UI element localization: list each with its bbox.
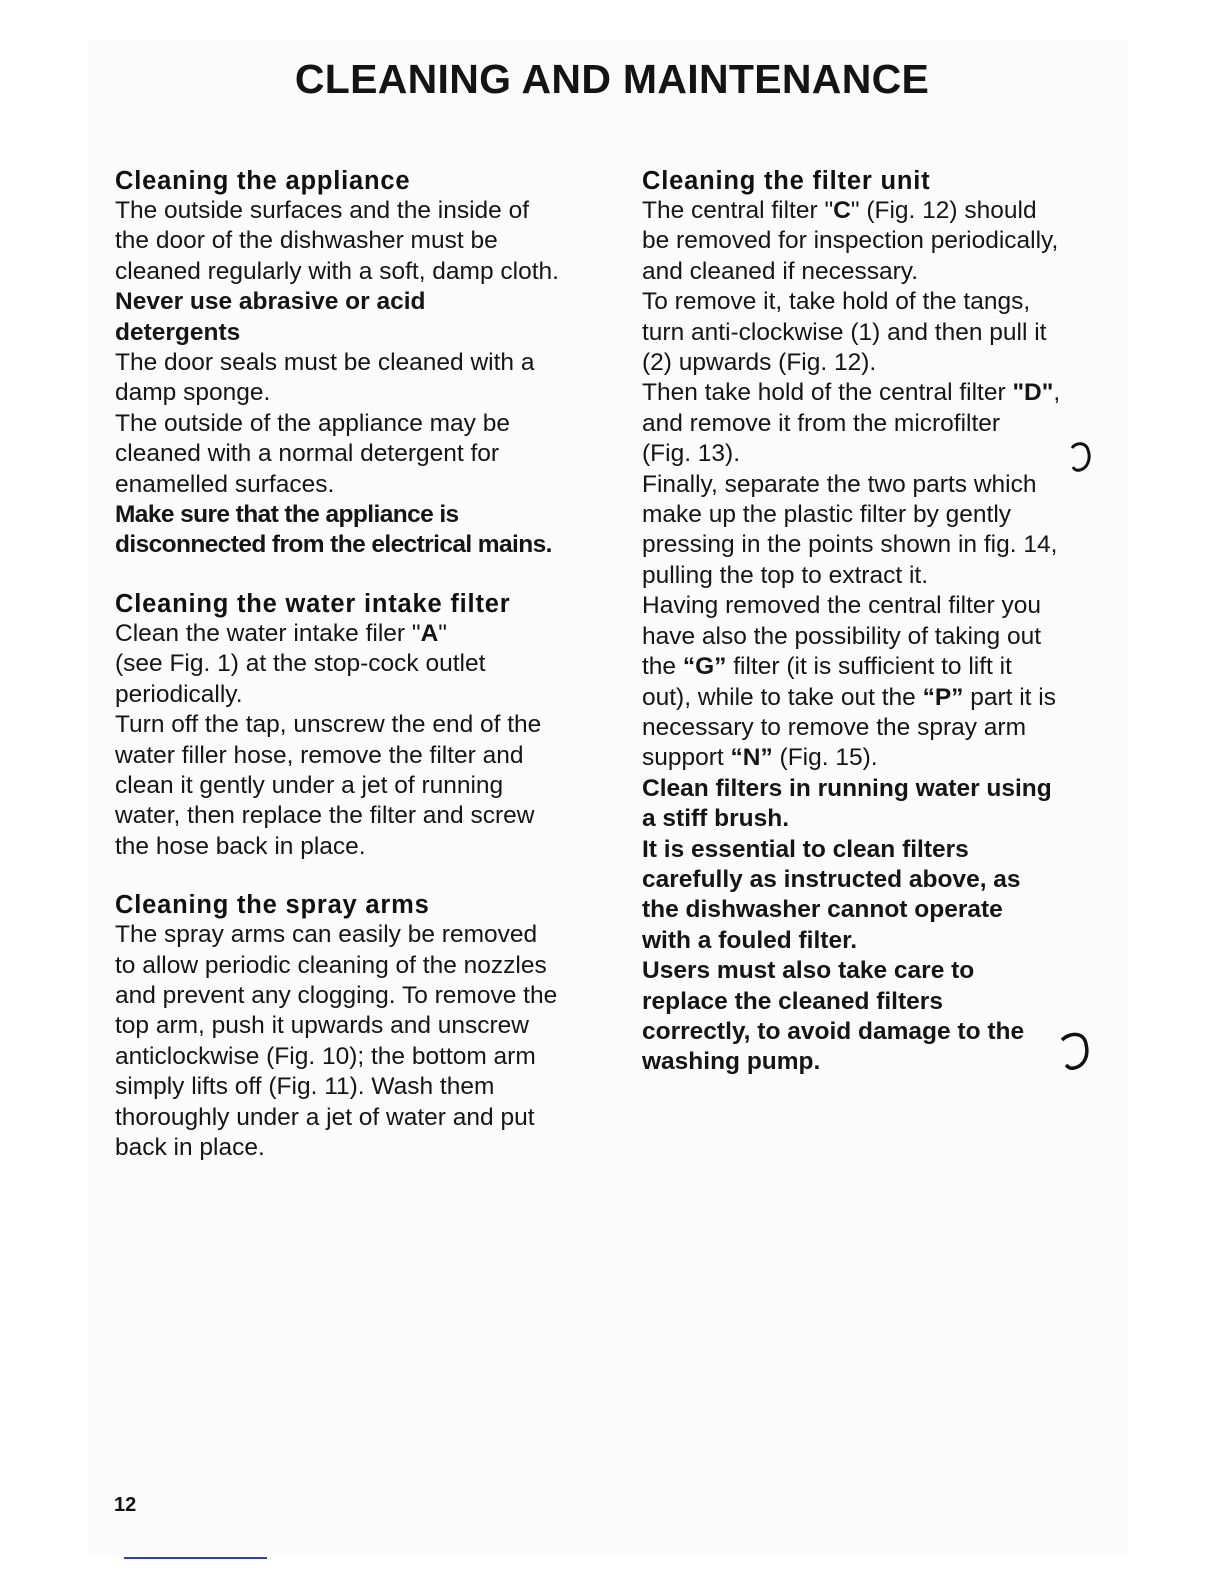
text-line: be removed for inspection periodically, [642,227,1059,255]
text-line: anticlockwise (Fig. 10); the bottom arm [115,1042,536,1070]
text-line: (Fig. 13). [642,440,741,468]
text-line: water filler hose, remove the filter and [115,741,524,769]
text-line: necessary to remove the spray arm [642,713,1026,741]
text-line: Having removed the central filter you [642,592,1041,620]
heading-filter-unit: Cleaning the filter unit [642,167,931,195]
text-line [642,683,1102,713]
text-line: and prevent any clogging. To remove the [115,981,558,1009]
text-span: Clean the water intake filer " [115,619,421,647]
text-line: periodically. [115,680,243,708]
text-line: have also the possibility of taking out [642,622,1042,650]
text-line: pressing in the points shown in fig. 14, [642,531,1058,559]
text-line: (see Fig. 1) at the stop-cock outlet [115,650,486,678]
section-water-intake-filter [115,589,585,862]
text-line: To remove it, take hold of the tangs, [642,288,1031,316]
important-line: correctly, to avoid damage to the [642,1017,1025,1045]
heading-water-intake-filter: Cleaning the water intake filter [115,589,511,618]
page-number: 12 [114,1494,137,1516]
filter-key-n: “N” [730,744,773,772]
filter-key-g: “G” [682,653,727,681]
warning-line: Never use abrasive or acid [115,288,426,316]
text-line [642,378,1102,408]
caution-line: Make sure that the appliance is [115,501,459,529]
text-line: turn anti-clockwise (1) and then pull it [642,318,1047,346]
text-line: The outside surfaces and the inside of [115,197,530,224]
text-span: out), while to take out the [642,683,923,711]
text-line: the hose back in place. [115,832,366,860]
text-line: the door of the dishwasher must be [115,227,498,255]
heading-cleaning-appliance: Cleaning the appliance [115,167,411,195]
footer-rule [124,1557,267,1559]
punch-hole-mark-icon [1066,440,1094,474]
important-line: washing pump. [642,1048,821,1076]
text-span: the [642,653,683,681]
text-line [642,652,1102,682]
text-span: part it is [963,683,1056,711]
filter-key-a: A [420,619,439,647]
left-column [115,166,585,1191]
text-line: cleaned regularly with a soft, damp cloth. [115,257,559,285]
filter-key-d: "D" [1012,379,1054,407]
section-filter-unit [642,166,1102,1078]
text-line: enamelled surfaces. [115,470,335,498]
warning-line: detergents [115,318,241,346]
important-line: It is essential to clean filters [642,835,969,863]
important-line: replace the cleaned filters [642,987,943,1015]
text-line: and remove it from the microfilter [642,409,1001,437]
text-span: " [438,619,447,647]
important-line: with a fouled filter. [642,926,858,954]
text-line: The spray arms can easily be removed [115,921,538,949]
text-line: cleaned with a normal detergent for [115,440,500,468]
important-line: the dishwasher cannot operate [642,896,1003,924]
text-line: top arm, push it upwards and unscrew [115,1012,529,1040]
page-title: CLEANING AND MAINTENANCE [294,56,930,102]
text-span: Then take hold of the central filter [642,379,1013,407]
heading-spray-arms: Cleaning the spray arms [115,891,430,920]
text-line [115,619,585,649]
text-line: Turn off the tap, unscrew the end of the [115,711,542,739]
text-span: The central filter " [642,197,834,224]
text-line: damp sponge. [115,379,271,407]
text-line [642,743,1102,773]
text-line: (2) upwards (Fig. 12). [642,349,877,377]
text-span: , [1053,379,1061,407]
section-cleaning-appliance [115,166,585,561]
text-line: simply lifts off (Fig. 11). Wash them [115,1073,495,1101]
important-line: Clean filters in running water using [642,774,1052,802]
text-line: The outside of the appliance may be [115,409,510,437]
text-line: thoroughly under a jet of water and put [115,1103,535,1131]
text-span: filter (it is sufficient to lift it [726,653,1012,681]
text-span: " (Fig. 12) should [850,197,1037,224]
text-line: pulling the top to extract it. [642,561,928,589]
text-line: to allow periodic cleaning of the nozzles [115,951,547,979]
filter-key-p: “P” [922,683,964,711]
filter-key-c: C [833,197,851,224]
important-line: carefully as instructed above, as [642,865,1021,893]
text-line: The door seals must be cleaned with a [115,349,535,377]
text-line: back in place. [115,1133,265,1161]
text-line: and cleaned if necessary. [642,257,919,285]
text-line: water, then replace the filter and screw [115,802,535,830]
text-line: Finally, separate the two parts which [642,470,1037,498]
important-line: a stiff brush. [642,805,790,833]
punch-hole-mark-icon [1058,1030,1092,1072]
text-line: clean it gently under a jet of running [115,771,504,799]
caution-line: disconnected from the electrical mains. [115,531,552,559]
section-spray-arms [115,890,585,1163]
text-line [642,196,1102,226]
text-span: support [642,744,731,772]
text-line: make up the plastic filter by gently [642,501,1012,529]
important-line: Users must also take care to [642,957,975,985]
right-column [642,166,1102,1106]
text-span: (Fig. 15). [772,744,878,772]
